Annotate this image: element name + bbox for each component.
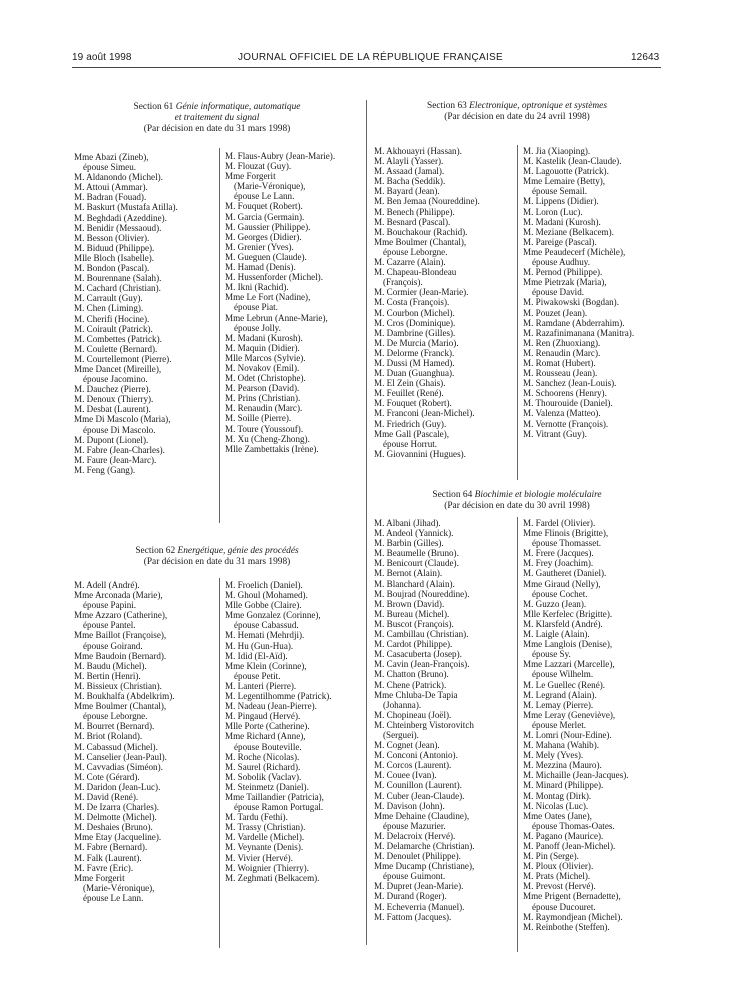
list-item: M. Daridon (Jean-Luc). bbox=[74, 781, 161, 792]
list-item: Mme Boulmer (Chantal), bbox=[374, 236, 467, 247]
list-item: M. Casacuberta (Josep). bbox=[374, 649, 462, 660]
list-item-continuation: épouse Di Mascolo. bbox=[83, 424, 156, 435]
list-item: M. Combettes (Patrick). bbox=[74, 333, 162, 344]
list-item-continuation: (Marie-Véronique), bbox=[234, 181, 306, 192]
list-item: Mme Gonzalez (Corinne), bbox=[225, 610, 321, 621]
list-item-continuation: épouse Simeu. bbox=[83, 162, 137, 173]
s62-column-divider bbox=[219, 578, 220, 948]
list-item: M. Mahana (Wahib). bbox=[523, 740, 600, 751]
list-item: M. Chopineau (Joël). bbox=[374, 709, 452, 720]
list-item: Mme Pietrzak (Maria), bbox=[523, 277, 607, 288]
list-item: Mme Le Fort (Nadine), bbox=[225, 292, 311, 303]
header-date: 19 août 1998 bbox=[72, 52, 132, 63]
list-item-continuation: épouse Semail. bbox=[532, 186, 588, 197]
list-item-continuation: épouse Mazurier. bbox=[383, 820, 446, 831]
list-item: M. Woignier (Thierry). bbox=[225, 862, 309, 873]
list-item: M. Courtellemont (Pierre). bbox=[74, 353, 172, 364]
list-item: M. Schoorens (Henry). bbox=[523, 388, 607, 399]
list-item: Mme Oates (Jane), bbox=[523, 810, 592, 821]
list-item: M. Costa (François). bbox=[374, 297, 450, 308]
list-item: M. Hamad (Denis). bbox=[225, 262, 296, 273]
section-64-title: Section 64 Biochimie et biologie moléculaire bbox=[432, 490, 602, 500]
list-item: M. Lippens (Didier). bbox=[523, 196, 599, 207]
list-item: M. Akhouayri (Hassan). bbox=[374, 146, 462, 156]
list-item: M. Ramdane (Abderrahim). bbox=[523, 317, 625, 328]
list-item: M. Fabre (Bernard). bbox=[74, 842, 148, 853]
list-item: M. Fattom (Jacques). bbox=[374, 911, 452, 922]
list-item: M. Cavvadias (Siméon). bbox=[74, 761, 163, 772]
list-item: Mme Abazi (Zineb), bbox=[74, 152, 149, 162]
list-item: M. Lagouotte (Patrick). bbox=[523, 166, 609, 177]
list-item-continuation: épouse Leborgne. bbox=[83, 711, 148, 722]
list-item: Mme Prigent (Bernadette), bbox=[523, 891, 621, 902]
list-item: M. Canselier (Jean-Paul). bbox=[74, 751, 167, 762]
list-item: M. Bondon (Pascal). bbox=[74, 263, 150, 274]
list-item: M. Couee (Ivan). bbox=[374, 770, 437, 781]
list-item-continuation: épouse Thomasset. bbox=[532, 538, 602, 549]
section-63-decision: (Par décision en date du 24 avril 1998) bbox=[444, 112, 590, 122]
list-item: M. Cazarre (Alain). bbox=[374, 257, 446, 268]
list-item: M. Badran (Fouad). bbox=[74, 192, 147, 203]
list-item: Mme Dancet (Mireille), bbox=[74, 363, 162, 374]
list-item: Mme Di Mascolo (Maria), bbox=[74, 414, 171, 425]
list-item: Mme Azzaro (Catherine), bbox=[74, 610, 168, 621]
section-63-title: Section 63 Electronique, optronique et systèmes bbox=[426, 101, 607, 111]
list-item: Mme Dehaine (Claudine), bbox=[374, 810, 470, 821]
section-62-list-col2 bbox=[225, 580, 332, 883]
list-item: M. Hu (Gun-Hua). bbox=[225, 640, 294, 651]
list-item-continuation: épouse David. bbox=[532, 287, 585, 298]
list-item-continuation: épouse Pantel. bbox=[83, 620, 136, 631]
list-item: M. De Murcia (Mario). bbox=[374, 337, 459, 348]
list-item: M. El Zein (Ghais). bbox=[374, 378, 446, 389]
list-item: M. Prevost (Hervé). bbox=[523, 881, 596, 892]
list-item: M. Courbon (Michel). bbox=[374, 307, 455, 318]
list-item: M. Hussenforder (Michel). bbox=[225, 272, 323, 283]
list-item: M. Odet (Christophe). bbox=[225, 373, 306, 384]
list-item: M. Nadeau (Jean-Pierre). bbox=[225, 701, 317, 712]
list-item: M. Feng (Gang). bbox=[74, 464, 136, 475]
list-item: M. Dussi (M Hamed). bbox=[374, 357, 455, 368]
section-64-list-col2 bbox=[523, 518, 629, 932]
list-item: M. Deshaies (Bruno). bbox=[74, 822, 153, 833]
list-item: M. Loron (Luc). bbox=[523, 206, 583, 217]
list-item: Mme Lebrun (Anne-Marie), bbox=[225, 312, 328, 323]
list-item: M. Klarsfeld (André). bbox=[523, 618, 603, 629]
list-item: M. Cambillau (Christian). bbox=[374, 629, 469, 640]
list-item: M. De Izarra (Charles). bbox=[74, 802, 160, 813]
list-item: Mlle Gobbe (Claire). bbox=[225, 600, 302, 611]
list-item: M. Minard (Philippe). bbox=[523, 780, 604, 791]
list-item: M. Flouzat (Guy). bbox=[225, 161, 292, 172]
list-item: M. Novakov (Emil). bbox=[225, 362, 300, 373]
list-item: M. Boukhalfa (Abdelkrim). bbox=[74, 691, 175, 702]
list-item: M. Dauchez (Pierre). bbox=[74, 384, 151, 395]
list-item: Mme Richard (Anne), bbox=[225, 731, 306, 742]
list-item: Mme Baillot (Françoise), bbox=[74, 630, 167, 641]
list-item: M. Jia (Xiaoping). bbox=[523, 146, 591, 156]
list-item: M. Roche (Nicolas). bbox=[225, 751, 300, 762]
list-item: M. Pernod (Philippe). bbox=[523, 267, 603, 278]
list-item: M. Prins (Christian). bbox=[225, 393, 301, 404]
list-item: M. Assaad (Jamal). bbox=[374, 166, 445, 177]
list-item-continuation: épouse Le Lann. bbox=[83, 892, 144, 903]
list-item: M. Coirault (Patrick). bbox=[74, 323, 153, 334]
list-item: M. Cardot (Philippe). bbox=[374, 639, 453, 650]
list-item: Mlle Porte (Catherine). bbox=[225, 721, 310, 732]
list-item: M. Xu (Cheng-Zhong). bbox=[225, 433, 310, 444]
list-item: M. Benidir (Messaoud). bbox=[74, 222, 162, 233]
list-item-continuation: épouse Thomas-Oates. bbox=[532, 820, 615, 831]
list-item: M. Sobolik (Vaclav). bbox=[225, 771, 302, 782]
list-item: M. Trassy (Christian). bbox=[225, 822, 306, 833]
list-item: Mme Etay (Jacqueline). bbox=[74, 832, 162, 843]
section-61-list-col1 bbox=[74, 152, 178, 475]
list-item: M. Davison (John). bbox=[374, 800, 445, 811]
list-item: M. Blanchard (Alain). bbox=[374, 578, 455, 589]
list-item: M. Chene (Patrick). bbox=[374, 679, 447, 690]
section-62-title: Section 62 Energétique, génie des procédés bbox=[135, 546, 299, 556]
list-item: M. Boujrad (Noureddine). bbox=[374, 588, 470, 599]
list-item: M. Friedrich (Guy). bbox=[374, 418, 447, 429]
list-item: M. Ghoul (Mohamed). bbox=[225, 590, 308, 601]
list-item: M. Saurel (Richard). bbox=[225, 761, 301, 772]
list-item: M. Benech (Philippe). bbox=[374, 206, 455, 217]
list-item: Mme Langlois (Denise), bbox=[523, 639, 613, 650]
list-item: M. Kastelik (Jean-Claude). bbox=[523, 156, 622, 167]
list-item: M. Madani (Kurosh). bbox=[225, 332, 303, 343]
list-item: M. Legentilhomme (Patrick). bbox=[225, 691, 332, 702]
list-item: M. Montag (Dirk). bbox=[523, 790, 592, 801]
section-63-heading bbox=[372, 101, 662, 123]
list-item: M. Counillon (Laurent). bbox=[374, 780, 462, 791]
list-item: M. Corcos (Laurent). bbox=[374, 760, 452, 771]
list-item: M. Hemati (Mehrdji). bbox=[225, 630, 305, 641]
list-item: Mlle Kerfelec (Brigitte). bbox=[523, 608, 613, 619]
header-rule bbox=[72, 67, 661, 68]
list-item: M. David (René). bbox=[74, 791, 139, 802]
section-64-list-col1 bbox=[374, 518, 475, 922]
list-item: M. Frey (Joachim). bbox=[523, 558, 594, 569]
list-item-continuation: épouse Cabassud. bbox=[234, 620, 299, 631]
list-item: M. Bissieux (Christian). bbox=[74, 680, 162, 691]
s63-column-divider bbox=[517, 145, 518, 480]
list-item: M. Denoulet (Philippe). bbox=[374, 851, 461, 862]
list-item: M. Buscot (François). bbox=[374, 618, 454, 629]
list-item: M. Frere (Jacques). bbox=[523, 548, 594, 559]
list-item: M. Reinbothe (Steffen). bbox=[523, 921, 610, 932]
list-item: Mme Forgerit bbox=[74, 872, 125, 883]
list-item: M. Pearson (David). bbox=[225, 383, 300, 394]
list-item: M. Cuber (Jean-Claude). bbox=[374, 790, 465, 801]
list-item: M. Cherifi (Hocine). bbox=[74, 313, 150, 324]
list-item: M. Bernot (Alain). bbox=[374, 568, 443, 579]
list-item: M. Toure (Youssouf). bbox=[225, 423, 304, 434]
header-page-number: 12643 bbox=[631, 52, 660, 63]
list-item-continuation: épouse Cochet. bbox=[532, 588, 588, 599]
list-item: M. Cote (Gérard). bbox=[74, 771, 140, 782]
list-item: M. Delorme (Franck). bbox=[374, 347, 455, 358]
list-item: Mme Flinois (Brigitte), bbox=[523, 528, 609, 539]
list-item: M. Froelich (Daniel). bbox=[225, 580, 303, 590]
list-item: M. Denoux (Thierry). bbox=[74, 394, 154, 405]
list-item: M. Cros (Dominique). bbox=[374, 317, 456, 328]
list-item: M. Gueguen (Claude). bbox=[225, 251, 307, 262]
list-item: M. Bureau (Michel). bbox=[374, 608, 450, 619]
list-item: M. Benicourt (Claude). bbox=[374, 558, 459, 569]
list-item: M. Cachard (Christian). bbox=[74, 283, 161, 294]
list-item: M. Romat (Hubert). bbox=[523, 357, 596, 368]
list-item: M. Flaus-Aubry (Jean-Marie). bbox=[225, 151, 336, 161]
section-62-list-col1 bbox=[74, 580, 175, 903]
list-item-continuation: (Marie-Véronique), bbox=[83, 882, 155, 893]
list-item: Mme Giraud (Nelly), bbox=[523, 578, 601, 589]
section-61-heading bbox=[72, 102, 362, 135]
list-item: M. Durand (Roger). bbox=[374, 891, 447, 902]
list-item: M. Attoui (Ammar). bbox=[74, 182, 148, 193]
list-item: M. Garcia (Germain). bbox=[225, 211, 305, 222]
section-61-title-line2: et traitement du signal bbox=[174, 113, 260, 123]
list-item: M. Faure (Jean-Marc). bbox=[74, 454, 157, 465]
section-63-list-col2 bbox=[523, 146, 634, 439]
list-item: Mme Boulmer (Chantal), bbox=[74, 701, 167, 712]
list-item: M. Idid (El-Aïd). bbox=[225, 650, 288, 661]
section-64-heading bbox=[372, 490, 662, 512]
list-item: M. Carrault (Guy). bbox=[74, 293, 143, 304]
list-item: M. Rousseau (Jean). bbox=[523, 368, 598, 379]
list-item-continuation: épouse Audhuy. bbox=[532, 257, 591, 268]
list-item-continuation: épouse Leborgne. bbox=[383, 246, 448, 257]
list-item: Mme Forgerit bbox=[225, 171, 276, 182]
list-item: M. Ikni (Rachid). bbox=[225, 282, 289, 293]
list-item-continuation: épouse Sy. bbox=[532, 649, 571, 660]
list-item: M. Grenier (Yves). bbox=[225, 241, 294, 252]
list-item: M. Franconi (Jean-Michel). bbox=[374, 408, 475, 419]
list-item: M. Le Guellec (René). bbox=[523, 679, 606, 690]
list-item: Mlle Bloch (Isabelle). bbox=[74, 252, 155, 263]
list-item: M. Besson (Olivier). bbox=[74, 232, 150, 243]
list-item: M. Beghdadi (Azeddine). bbox=[74, 212, 167, 223]
list-item: Mme Baudoin (Bernard). bbox=[74, 650, 167, 661]
list-item: M. Lomri (Nour-Edine). bbox=[523, 729, 612, 740]
list-item: M. Mely (Yves). bbox=[523, 750, 584, 761]
list-item: M. Prats (Michel). bbox=[523, 871, 591, 882]
list-item: M. Lanteri (Pierre). bbox=[225, 680, 297, 691]
list-item-continuation: épouse Piat. bbox=[234, 302, 278, 313]
list-item: Mme Chluba-De Tapia bbox=[374, 689, 458, 700]
list-item: M. Vardelle (Michel). bbox=[225, 832, 305, 843]
list-item: Mme Taillandier (Patricia), bbox=[225, 791, 324, 802]
list-item: Mme Gall (Pascale), bbox=[374, 428, 449, 439]
list-item: M. Chapeau-Blondeau bbox=[374, 267, 457, 278]
list-item: M. Desbat (Laurent). bbox=[74, 404, 151, 415]
list-item: M. Biduud (Philippe). bbox=[74, 242, 155, 253]
list-item: M. Ben Jemaa (Noureddine). bbox=[374, 196, 480, 207]
list-item: M. Bourret (Bernard). bbox=[74, 721, 155, 732]
list-item: M. Delacroix (Hervé). bbox=[374, 830, 456, 841]
section-62-decision: (Par décision en date du 31 mars 1998) bbox=[143, 557, 291, 567]
list-item: M. Guzzo (Jean). bbox=[523, 598, 587, 609]
list-item: M. Bacha (Seddik). bbox=[374, 176, 446, 187]
list-item: M. Barbin (Gilles). bbox=[374, 538, 444, 549]
list-item: M. Duan (Guanghua). bbox=[374, 368, 455, 379]
list-item: M. Dambrine (Gilles). bbox=[374, 327, 456, 338]
list-item: Mme Ducamp (Christiane), bbox=[374, 861, 475, 872]
list-item: M. Pouzet (Jean). bbox=[523, 307, 588, 318]
list-item: M. Gautheret (Daniel). bbox=[523, 568, 607, 579]
list-item: Mlle Zambettakis (Irène). bbox=[225, 443, 319, 454]
list-item: M. Pingaud (Hervé). bbox=[225, 711, 301, 722]
list-item: M. Fouquet (Robert). bbox=[225, 201, 303, 212]
section-61-title: Section 61 Génie informatique, automatique bbox=[133, 102, 301, 112]
list-item: M. Falk (Laurent). bbox=[74, 852, 142, 863]
list-item: M. Bouchakour (Rachid). bbox=[374, 226, 468, 237]
section-63-list-col1 bbox=[374, 146, 480, 459]
list-item: M. Renaudin (Marc). bbox=[523, 347, 601, 358]
list-item: M. Aldanondo (Michel). bbox=[74, 172, 163, 183]
list-item: M. Veynante (Denis). bbox=[225, 842, 304, 853]
list-item: M. Tardu (Fethi). bbox=[225, 812, 288, 823]
list-item: M. Chatton (Bruno). bbox=[374, 669, 449, 680]
list-item: Mme Lazzari (Marcelle), bbox=[523, 659, 615, 670]
list-item-continuation: épouse Papini. bbox=[83, 600, 137, 611]
list-item: M. Michaille (Jean-Jacques). bbox=[523, 770, 629, 781]
list-item: M. Cognet (Jean). bbox=[374, 740, 440, 751]
list-item: M. Razafinimanana (Manitra). bbox=[523, 327, 635, 338]
s61-column-divider bbox=[219, 148, 220, 523]
list-item-continuation: épouse Ducouret. bbox=[532, 901, 596, 912]
list-item: M. Sanchez (Jean-Louis). bbox=[523, 378, 617, 389]
list-item: M. Steinmetz (Daniel). bbox=[225, 781, 309, 792]
list-item: M. Coulette (Bernard). bbox=[74, 343, 158, 354]
list-item: M. Dupret (Jean-Marie). bbox=[374, 881, 464, 892]
list-item: M. Mezzina (Mauro). bbox=[523, 760, 602, 771]
list-item-continuation: épouse Jolly. bbox=[234, 322, 281, 333]
list-item: M. Bertin (Henri). bbox=[74, 670, 141, 681]
list-item-continuation: épouse Wilhelm. bbox=[532, 669, 594, 680]
list-item: M. Cavin (Jean-François). bbox=[374, 659, 470, 670]
list-item: M. Beaumelle (Bruno). bbox=[374, 548, 459, 559]
list-item: M. Briot (Roland). bbox=[74, 731, 143, 742]
s64-column-divider bbox=[517, 517, 518, 952]
list-item: M. Maquin (Didier). bbox=[225, 342, 300, 353]
list-item: M. Conconi (Antonio). bbox=[374, 750, 458, 761]
list-item: M. Pareige (Pascal). bbox=[523, 236, 597, 247]
list-item: M. Feuillet (René). bbox=[374, 388, 444, 399]
list-item: M. Alayli (Yasser). bbox=[374, 156, 444, 167]
list-item: M. Zeghmati (Belkacem). bbox=[225, 872, 320, 883]
list-item: M. Vivier (Hervé). bbox=[225, 852, 293, 863]
list-item: M. Chen (Liming). bbox=[74, 303, 144, 314]
list-item: M. Ren (Zhuoxiang). bbox=[523, 337, 601, 348]
list-item: M. Albani (Jihad). bbox=[374, 518, 441, 528]
list-item-continuation: épouse Guimont. bbox=[383, 871, 446, 882]
list-item-continuation: épouse Jacomino. bbox=[83, 374, 148, 385]
list-item: M. Echeverria (Manuel). bbox=[374, 901, 465, 912]
section-62-heading bbox=[72, 546, 362, 568]
list-item: M. Georges (Didier). bbox=[225, 231, 302, 242]
list-item: M. Meziane (Belkacem). bbox=[523, 226, 614, 237]
list-item: M. Bourennane (Salah). bbox=[74, 273, 162, 284]
list-item: M. Lemay (Pierre). bbox=[523, 699, 594, 710]
list-item-continuation: (François). bbox=[383, 277, 423, 288]
list-item: M. Favre (Eric). bbox=[74, 862, 134, 873]
list-item: M. Renaudin (Marc). bbox=[225, 403, 303, 414]
list-item-continuation: épouse Horrut. bbox=[383, 438, 438, 449]
section-64-decision: (Par décision en date du 30 avril 1998) bbox=[444, 501, 590, 511]
list-item: M. Legrand (Alain). bbox=[523, 689, 597, 700]
list-item: M. Chteinberg Vistorovitch bbox=[374, 719, 474, 730]
list-item-continuation: (Johanna). bbox=[383, 699, 422, 710]
list-item: M. Pagano (Maurice). bbox=[523, 830, 604, 841]
list-item: M. Andeol (Yannick). bbox=[374, 528, 454, 539]
list-item: M. Dupont (Lionel). bbox=[74, 434, 149, 445]
list-item: M. Fouquet (Robert). bbox=[374, 398, 452, 409]
list-item: M. Madani (Kurosh). bbox=[523, 216, 601, 227]
list-item: M. Valenza (Matteo). bbox=[523, 408, 601, 419]
list-item: Mme Klein (Corinne), bbox=[225, 660, 307, 671]
list-item: Mlle Marcos (Sylvie). bbox=[225, 352, 306, 363]
list-item-continuation: épouse Bouteville. bbox=[234, 741, 302, 752]
list-item-continuation: épouse Merlet. bbox=[532, 719, 587, 730]
list-item: M. Piwakowski (Bogdan). bbox=[523, 297, 619, 308]
list-item: M. Vitrant (Guy). bbox=[523, 428, 587, 439]
list-item: M. Bayard (Jean). bbox=[374, 186, 440, 197]
page-column-divider bbox=[366, 100, 367, 945]
list-item: M. Laigle (Alain). bbox=[523, 629, 590, 640]
list-item: Mme Arconada (Marie), bbox=[74, 590, 163, 601]
list-item: M. Fardel (Olivier). bbox=[523, 518, 596, 528]
list-item-continuation: épouse Petit. bbox=[234, 670, 281, 681]
section-61-list-col2 bbox=[225, 151, 335, 454]
list-item: M. Giovannini (Hugues). bbox=[374, 448, 466, 459]
list-item: M. Baskurt (Mustafa Atilla). bbox=[74, 202, 178, 213]
list-item-continuation: (Serguei). bbox=[383, 729, 419, 740]
list-item: M. Thourouide (Daniel). bbox=[523, 398, 613, 409]
list-item: M. Gaussier (Philippe). bbox=[225, 221, 311, 232]
section-61-decision: (Par décision en date du 31 mars 1998) bbox=[143, 124, 291, 134]
list-item: Mme Leray (Geneviève), bbox=[523, 709, 616, 720]
list-item: M. Baudu (Michel). bbox=[74, 660, 147, 671]
list-item-continuation: épouse Le Lann. bbox=[234, 191, 295, 202]
list-item: M. Cabassud (Michel). bbox=[74, 741, 158, 752]
list-item: M. Delmotte (Michel). bbox=[74, 812, 157, 823]
list-item: M. Delamarche (Christian). bbox=[374, 841, 475, 851]
list-item: M. Vernotte (François). bbox=[523, 418, 609, 429]
list-item: M. Cormier (Jean-Marie). bbox=[374, 287, 469, 298]
list-item: M. Raymondjean (Michel). bbox=[523, 911, 623, 922]
list-item: M. Ploux (Olivier). bbox=[523, 861, 594, 872]
list-item: Mme Peaudecerf (Michèle), bbox=[523, 246, 626, 257]
list-item: M. Adell (André). bbox=[74, 580, 140, 590]
header-title: JOURNAL OFFICIEL DE LA RÉPUBLIQUE FRANÇAISE bbox=[238, 52, 503, 63]
list-item: M. Soille (Pierre). bbox=[225, 413, 292, 424]
list-item: Mme Lemaire (Betty), bbox=[523, 176, 606, 187]
list-item-continuation: épouse Goirand. bbox=[83, 640, 143, 651]
list-item: M. Fabre (Jean-Charles). bbox=[74, 444, 165, 455]
list-item: M. Brown (David). bbox=[374, 598, 445, 609]
list-item: M. Panoff (Jean-Michel). bbox=[523, 841, 616, 851]
list-item: M. Nicolas (Luc). bbox=[523, 800, 589, 811]
list-item: M. Pin (Serge). bbox=[523, 851, 579, 862]
list-item: M. Besnard (Pascal). bbox=[374, 216, 451, 227]
list-item-continuation: épouse Ramon Portugal. bbox=[234, 802, 324, 813]
